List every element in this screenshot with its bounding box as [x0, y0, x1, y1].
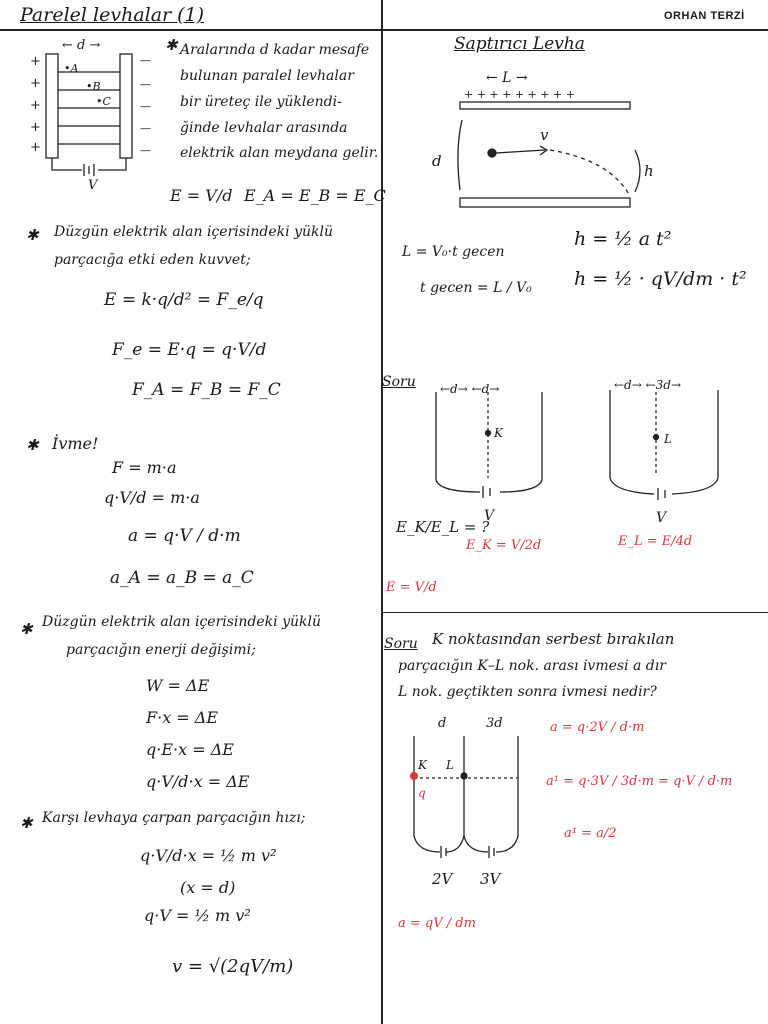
question2-text: K noktasından serbest bırakılan — [432, 630, 675, 648]
answer-a1: a¹ = q·3V / 3d·m = q·V / d·m — [546, 774, 733, 789]
battery-left-label: 2V — [432, 870, 453, 888]
point-c: •C — [96, 95, 111, 108]
distance-label: ← d → — [62, 38, 101, 53]
speed-heading: Karşı levhaya çarpan parçacığın hızı; — [42, 810, 306, 826]
plus-sign: + — [30, 76, 41, 91]
question-label: Soru — [382, 374, 416, 390]
minus-sign: — — [140, 54, 151, 67]
question2-text: L nok. geçtikten sonra ivmesi nedir? — [398, 684, 657, 700]
intro-line: elektrik alan meydana gelir. — [180, 145, 379, 161]
intro-line: ğinde levhalar arasında — [180, 120, 348, 136]
battery-label: V — [88, 178, 98, 193]
point-l-label: L — [446, 758, 454, 772]
force-heading: Düzgün elektrik alan içerisindeki yüklü — [54, 224, 333, 240]
answer-bottom: a = qV / dm — [398, 916, 476, 931]
deflect-formula: t gecen = L / V₀ — [420, 280, 532, 296]
intro-star: ✱ — [165, 36, 178, 54]
force-formula: F_e = E·q = q·V/d — [112, 340, 267, 360]
accel-formula: a_A = a_B = a_C — [110, 568, 254, 588]
minus-sign: — — [140, 78, 151, 91]
answer-e: E = V/d — [386, 580, 437, 595]
speed-formula: (x = d) — [180, 878, 236, 897]
minus-sign: — — [140, 100, 151, 113]
energy-heading: parçacığın enerji değişimi; — [66, 642, 256, 658]
battery-label: V — [656, 510, 667, 526]
deflect-formula: h = ½ · qV/dm · t² — [574, 268, 747, 290]
d-label: d — [432, 152, 442, 170]
energy-formula: q·E·x = ΔE — [146, 740, 234, 759]
speed-formula: q·V = ½ m v² — [144, 906, 251, 925]
force-formula: E = k·q/d² = F_e/q — [104, 290, 264, 310]
plus-sign: + — [30, 54, 41, 69]
point-k-label: K — [494, 426, 503, 440]
question2-text: parçacığın K–L nok. arası ivmesi a dır — [398, 658, 666, 674]
accel-formula: q·V/d = m·a — [104, 488, 200, 507]
point-b: •B — [86, 80, 101, 93]
speed-formula: v = √(2qV/m) — [172, 956, 294, 977]
star-bullet: ✱ — [20, 620, 33, 638]
gap-label-right: ←d→ ←3d→ — [614, 378, 682, 392]
formula-e: E = V/d — [170, 186, 233, 205]
intro-line: Aralarında d kadar mesafe — [180, 42, 370, 58]
question-label: Soru — [384, 636, 418, 652]
star-bullet: ✱ — [26, 436, 39, 454]
deflect-formula: L = V₀·t gecen — [402, 244, 505, 260]
speed-formula: q·V/d·x = ½ m v² — [140, 846, 277, 865]
force-heading: parçacığa etki eden kuvvet; — [54, 252, 251, 268]
energy-formula: W = ΔE — [146, 676, 210, 695]
intro-line: bulunan paralel levhalar — [180, 68, 354, 84]
answer-ek: E_K = V/2d — [466, 538, 542, 553]
minus-sign: — — [140, 144, 151, 157]
star-bullet: ✱ — [20, 814, 33, 832]
battery-label: V — [484, 508, 495, 524]
battery-right-label: 3V — [480, 870, 501, 888]
force-formula: F_A = F_B = F_C — [132, 380, 281, 400]
point-a: •A — [64, 62, 79, 75]
energy-formula: F·x = ΔE — [146, 708, 219, 727]
intro-line: bir üreteç ile yüklendi- — [180, 94, 342, 110]
point-l-label: L — [664, 432, 672, 446]
plus-sign: + — [30, 140, 41, 155]
point-k-label: K — [418, 758, 427, 772]
accel-heading: İvme! — [52, 434, 99, 453]
page-title: Parelel levhalar (1) — [20, 4, 205, 26]
deflect-diagram — [458, 102, 640, 207]
h-label: h — [644, 162, 654, 180]
v-label: v — [540, 126, 549, 144]
deflect-formula: h = ½ a t² — [574, 228, 672, 250]
question1-diagrams — [436, 390, 718, 500]
accel-formula: a = q·V / d·m — [128, 526, 241, 546]
gap-label-left: ←d→ ←d→ — [440, 382, 500, 396]
plus-signs: + + + + + + + + + — [464, 88, 575, 101]
question2-diagram — [414, 736, 518, 858]
answer-a: a = q·2V / d·m — [550, 720, 645, 735]
accel-formula: F = m·a — [112, 458, 177, 477]
plus-sign: + — [30, 120, 41, 135]
charge-dot — [410, 772, 418, 780]
star-bullet: ✱ — [26, 226, 39, 244]
gap-3d-label: 3d — [486, 716, 503, 731]
formula-e-equal: E_A = E_B = E_C — [244, 186, 386, 205]
plus-sign: + — [30, 98, 41, 113]
question1-ask: E_K/E_L = ? — [396, 518, 490, 536]
answer-el: E_L = E/4d — [618, 534, 693, 549]
energy-heading: Düzgün elektrik alan içerisindeki yüklü — [42, 614, 321, 630]
energy-formula: q·V/d·x = ΔE — [146, 772, 250, 791]
minus-sign: — — [140, 122, 151, 135]
parallel-plates-diagram — [46, 54, 132, 176]
author-name: ORHAN TERZİ — [664, 10, 745, 22]
answer-a1-frac: a¹ = a/2 — [564, 826, 617, 841]
deflect-title: Saptırıcı Levha — [454, 34, 585, 54]
length-label: ← L → — [486, 70, 528, 86]
gap-d-label: d — [438, 716, 447, 731]
charge-label: q — [418, 786, 426, 800]
